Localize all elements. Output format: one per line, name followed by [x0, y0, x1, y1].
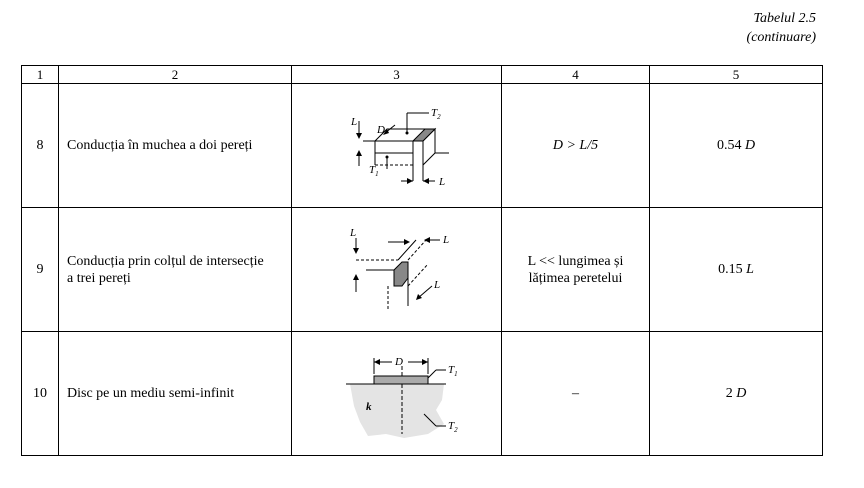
shape-factor-number: 2 [725, 385, 733, 401]
table-row [22, 208, 823, 332]
header-cell: 2 [59, 66, 292, 84]
description-line: Conducția prin colțul de intersecție [67, 253, 264, 269]
edge-two-walls-figure [337, 91, 457, 201]
shape-factor-number: 0.54 [716, 137, 742, 153]
dim-label-l-right: L [442, 233, 449, 246]
figure-cell [292, 84, 502, 208]
shape-factor-cell [650, 84, 823, 208]
row-number: 9 [22, 208, 59, 332]
temp-label-t2: $T_2$ [447, 419, 458, 434]
dim-label-d: D [394, 355, 403, 368]
header-cell: 1 [22, 66, 59, 84]
formula-table [21, 65, 823, 456]
condition-line: lățimea peretelui [528, 270, 623, 286]
figure-cell [292, 332, 502, 456]
temp-label-t1: $T_1$ [447, 363, 458, 378]
row-description [59, 332, 292, 456]
corner-three-walls-figure [332, 220, 462, 320]
table-row [22, 332, 823, 456]
conductivity-label-k: k [365, 400, 371, 413]
description-line: Disc pe un mediu semi-infinit [67, 386, 235, 401]
dim-label-l: L [350, 115, 357, 128]
shape-factor-number: 0.15 [718, 261, 743, 277]
temp-label-t1: $T_1$ [368, 163, 379, 178]
table-caption-continued: (continuare) [746, 30, 816, 45]
temp-label-t2: $T_2$ [430, 106, 441, 121]
row-number: 8 [22, 84, 59, 208]
row-description [59, 208, 292, 332]
table-row [22, 84, 823, 208]
condition-line: L << lungimea și [527, 253, 624, 269]
header-cell: 3 [292, 66, 502, 84]
condition-cell [502, 208, 650, 332]
condition-line: – [572, 386, 579, 401]
shape-factor-variable: D [744, 137, 756, 153]
row-number: 10 [22, 332, 59, 456]
disc-semi-infinite-figure [332, 344, 462, 444]
dim-label-l-bottom: L [433, 278, 440, 291]
shape-factor-cell [650, 332, 823, 456]
header-cell: 5 [650, 66, 823, 84]
table-caption: Tabelul 2.5 [753, 11, 816, 26]
header-cell: 4 [502, 66, 650, 84]
description-line: a trei pereți [67, 270, 131, 286]
figure-cell [292, 208, 502, 332]
dim-label-l: L [349, 226, 356, 239]
condition-cell [502, 84, 650, 208]
dim-label-d: D [376, 123, 385, 136]
description-line: Conducția în muchea a doi pereți [67, 138, 253, 153]
condition-line: D > L/5 [552, 138, 599, 153]
condition-cell [502, 332, 650, 456]
shape-factor-variable: L [746, 261, 754, 277]
row-description [59, 84, 292, 208]
dim-label-l-bottom: L [438, 175, 445, 188]
shape-factor-cell [650, 208, 823, 332]
shape-factor-variable: D [736, 385, 747, 401]
header-row [22, 66, 823, 84]
